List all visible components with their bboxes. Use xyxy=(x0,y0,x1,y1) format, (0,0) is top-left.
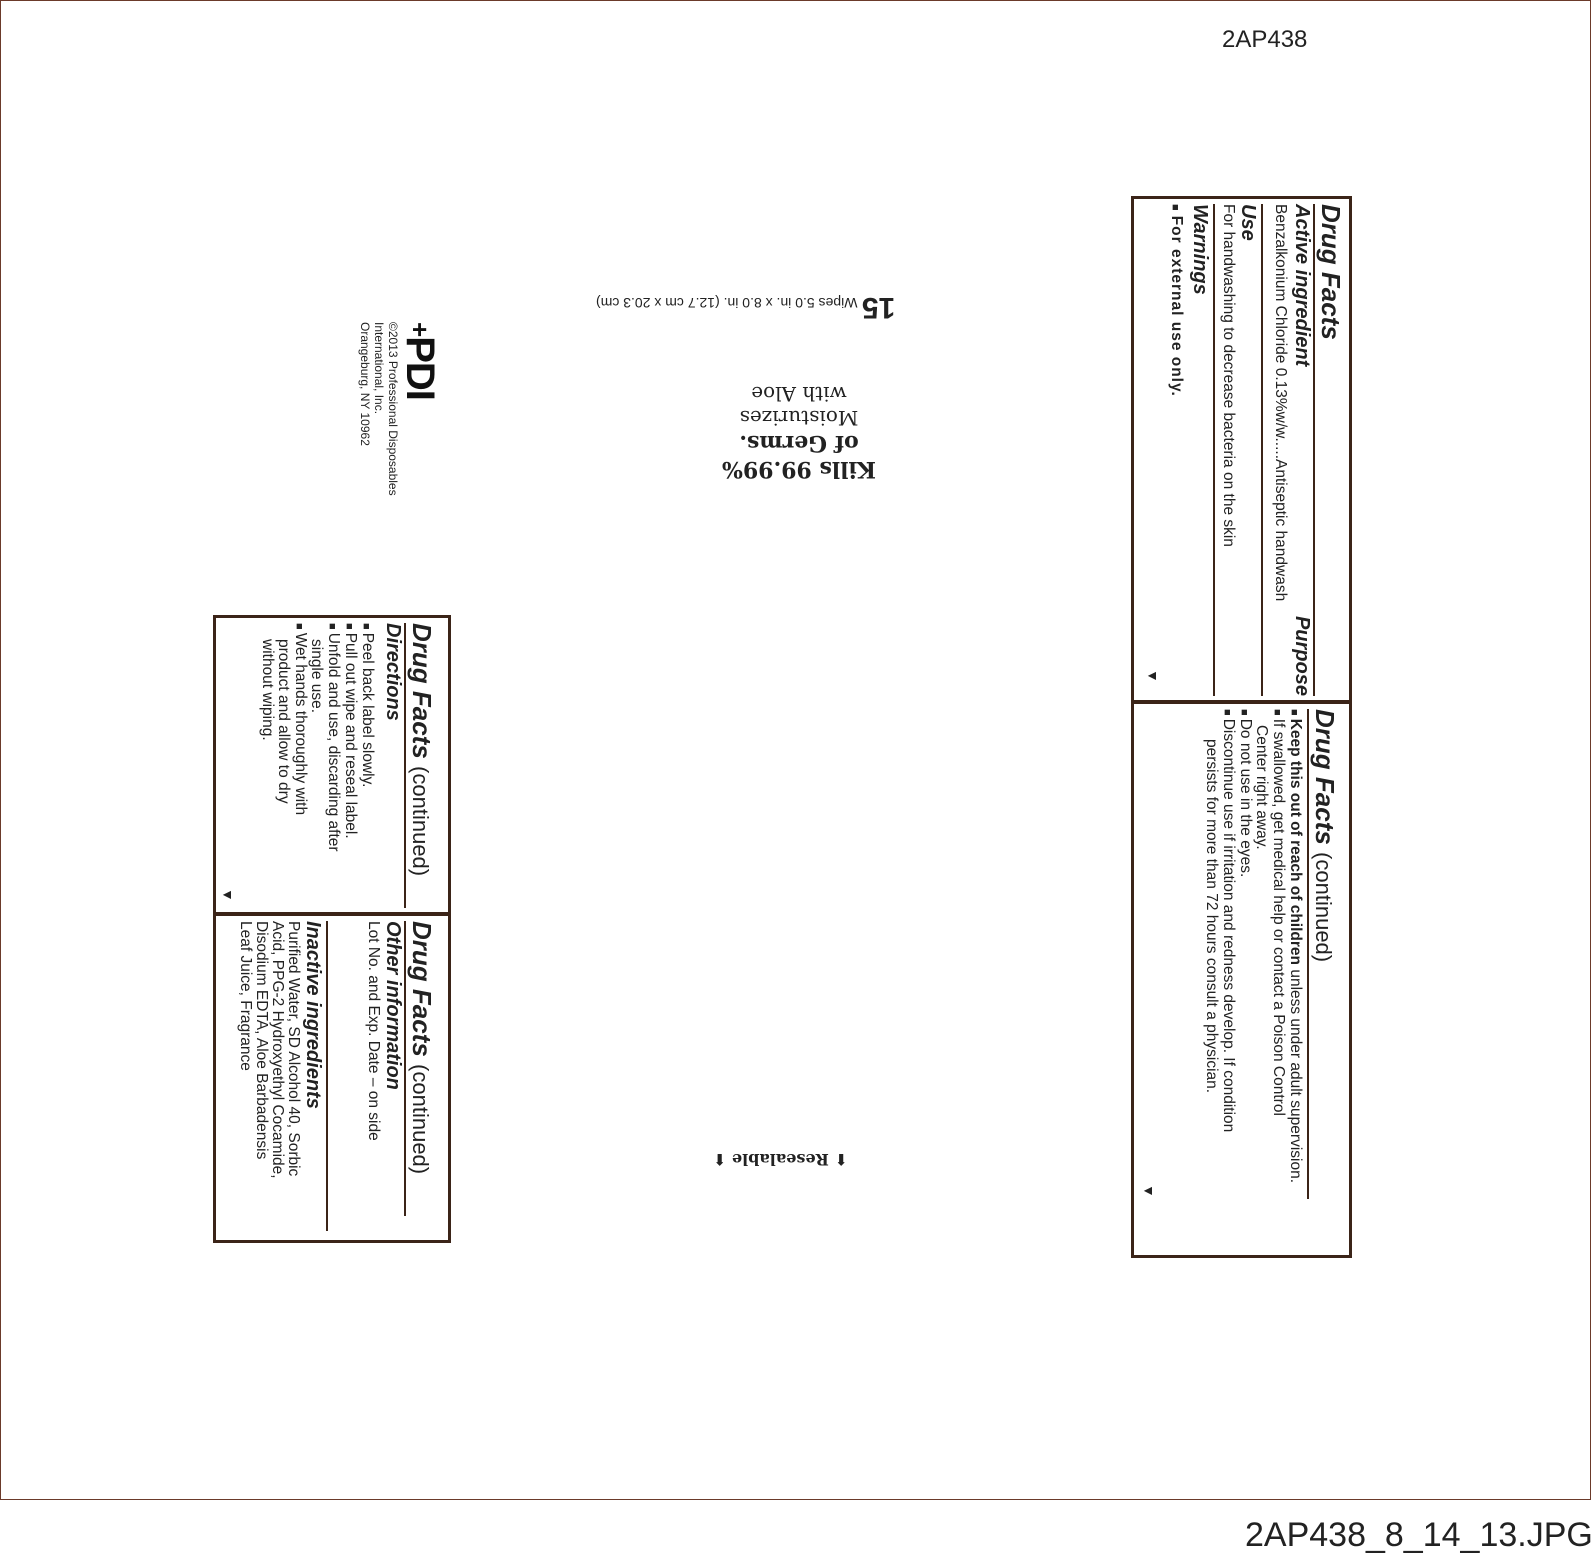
drug-facts-panel-directions xyxy=(213,615,451,915)
copyright-line: International, Inc. xyxy=(372,322,386,415)
direction-step: ■ Peel back label slowly. xyxy=(358,623,375,908)
continue-arrow-icon: ▼ xyxy=(220,888,236,902)
wipe-count-line xyxy=(596,290,895,324)
continue-arrow-icon: ▼ xyxy=(1141,1184,1157,1198)
supervision-text: unless under adult supervision. xyxy=(1287,965,1304,1184)
drug-facts-panel-warnings xyxy=(1131,701,1352,1258)
continue-arrow-icon: ▼ xyxy=(1145,669,1161,683)
arrow-up-icon: ⬆ xyxy=(834,1150,848,1169)
keep-out-of-reach-text: Keep this out of reach of children xyxy=(1287,718,1304,966)
resealable-text: Resealable xyxy=(731,1150,829,1169)
moisturizes-claim: Moisturizes xyxy=(739,406,859,430)
discontinue-text: ■ Discontinue use if irritation and redness develop. If condition xyxy=(1219,709,1236,1249)
direction-step: ■ Pull out wipe and reseal label. xyxy=(341,623,358,908)
product-code: 2AP438 xyxy=(1222,26,1308,53)
kills-germs-claim: Kills 99.99% xyxy=(722,456,877,482)
direction-step: ■ Wet hands thoroughly with xyxy=(291,623,308,908)
drug-facts-continued-title: Drug Facts (continued) xyxy=(1310,709,1340,963)
directions-heading: Directions xyxy=(382,623,404,721)
inactive-line: Disodium EDTA, Aloe Barbadensis xyxy=(253,921,270,1160)
drug-facts-continued-title: Drug Facts (continued) xyxy=(407,623,437,877)
active-ingredient-heading: Active ingredient xyxy=(1291,204,1313,367)
other-information-heading: Other information xyxy=(382,921,404,1090)
wipe-count: 15 xyxy=(861,291,896,324)
warning-item: ■ For external use only. xyxy=(1167,204,1184,696)
claim-block xyxy=(722,382,876,482)
direction-step-cont: without wiping. xyxy=(259,639,276,741)
swallowed-text-cont: Center right away. xyxy=(1253,725,1270,850)
direction-step: ■ Unfold and use, discarding after xyxy=(324,623,341,908)
discontinue-text-cont: persists for more than 72 hours consult a physician. xyxy=(1203,739,1220,1094)
direction-step-cont: single use. xyxy=(308,639,325,714)
other-information-text: Lot No. and Exp. Date – on side xyxy=(365,921,382,1141)
file-name: 2AP438_8_14_13.JPG xyxy=(1245,1516,1593,1554)
warnings-heading: Warnings xyxy=(1189,204,1211,295)
inactive-line: Purified Water, SD Alcohol 40, Sorbic xyxy=(285,921,302,1177)
active-ingredient-text: Benzalkonium Chloride 0.13%w/w.....Antiseptic handwash xyxy=(1272,204,1289,602)
drug-facts-panel-main xyxy=(1131,196,1352,703)
copyright-line: ©2013 Professional Disposables xyxy=(386,322,400,496)
brand-block xyxy=(320,322,440,522)
eyes-text: ■ Do not use in the eyes. xyxy=(1236,709,1253,1249)
use-text: For handwashing to decrease bacteria on the skin xyxy=(1220,204,1237,547)
drug-facts-continued-title: Drug Facts (continued) xyxy=(407,921,437,1175)
inactive-ingredients-heading: Inactive ingredients xyxy=(302,921,324,1109)
direction-step-cont: product and allow to dry xyxy=(275,639,292,804)
purpose-heading: Purpose xyxy=(1291,615,1313,696)
resealable-marker xyxy=(713,1150,848,1169)
drug-facts-title: Drug Facts xyxy=(1316,204,1346,340)
arrow-up-icon: ⬆ xyxy=(713,1150,727,1169)
brand-logo: PDI xyxy=(398,336,442,400)
germs-claim: of Germs. xyxy=(739,430,859,456)
copyright-line: Orangeburg, NY 10962 xyxy=(358,322,372,446)
inactive-line: Acid, PPG-2 Hydroxyethyl Cocamide, xyxy=(269,921,286,1179)
drug-facts-panel-inactive xyxy=(213,913,451,1243)
wipe-size: Wipes 5.0 in. x 8.0 in. (12.7 cm x 20.3 cm) xyxy=(596,295,858,311)
use-heading: Use xyxy=(1237,204,1259,241)
swallowed-text: ■ If swallowed, get medical help or contact a Poison Control xyxy=(1269,709,1286,1249)
aloe-claim: with Aloe xyxy=(751,382,847,406)
plus-icon: + xyxy=(405,322,435,337)
inactive-line: Leaf Juice, Fragrance xyxy=(237,921,254,1071)
